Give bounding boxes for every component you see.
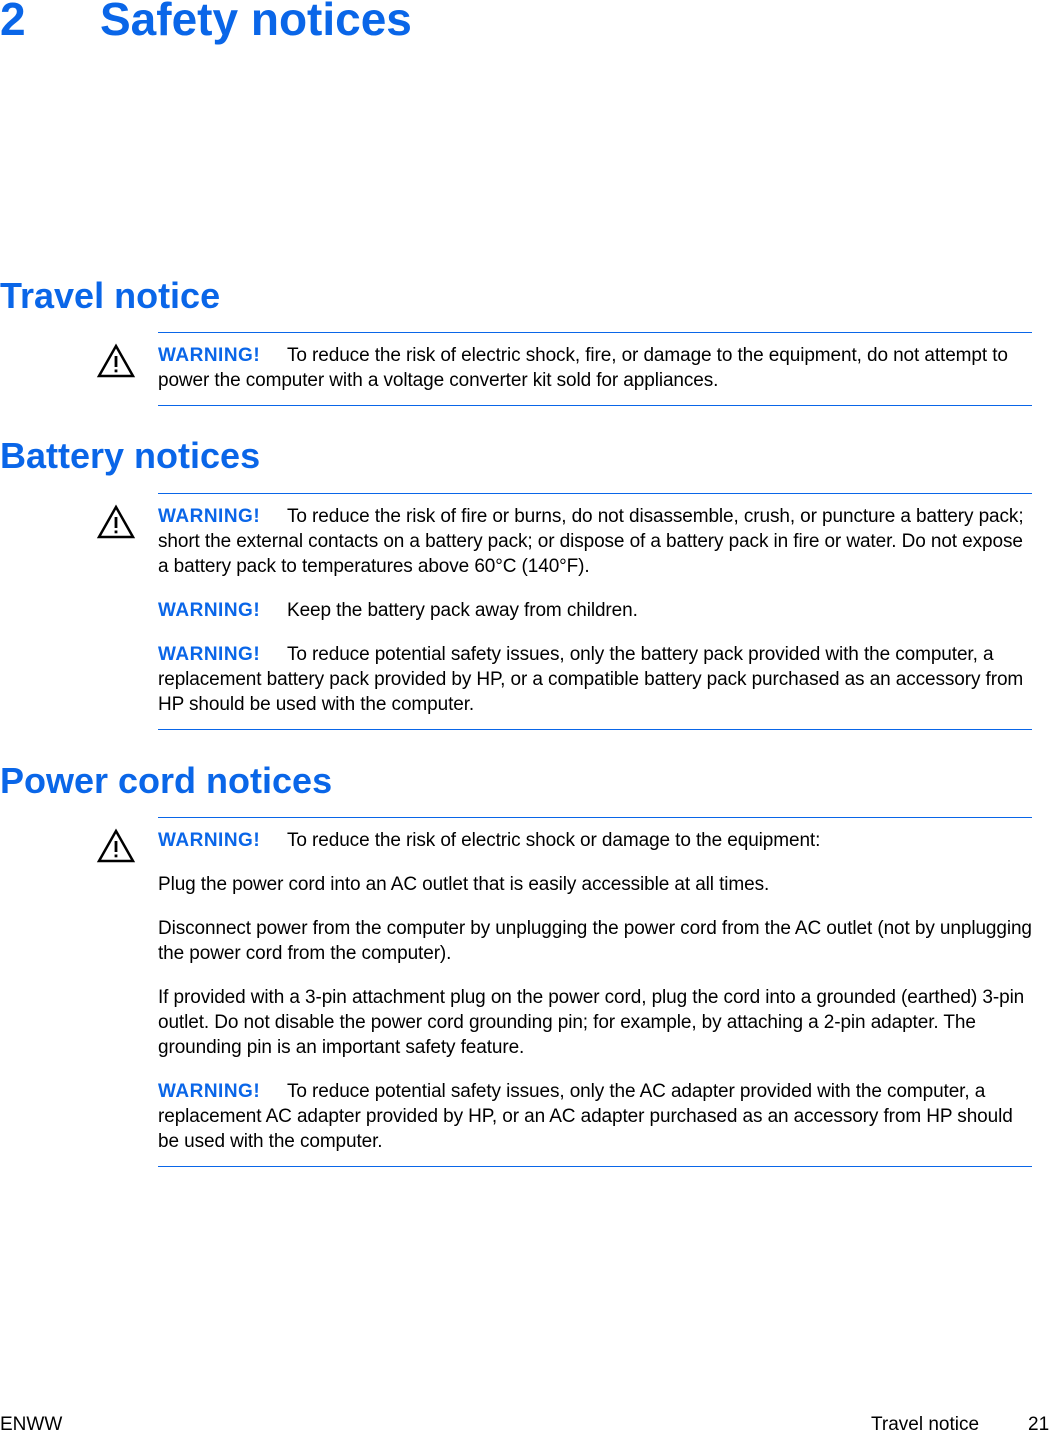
warning-text: To reduce the risk of fire or burns, do not disassemble, crush, or puncture a battery pack; short the external contacts on a battery pack; or dispose of a battery pack in fire or water. Do not expose a battery pack to temperatures above 60°C (140°F). [158,506,1024,577]
section-heading-travel: Travel notice [0,275,221,316]
warning-triangle-icon [96,828,136,864]
warning-label: WARNING! [158,830,261,851]
warning-label: WARNING! [158,345,261,366]
notice-battery [158,493,1032,730]
warning-paragraph [158,828,1032,853]
footer-doc-code: ENWW [0,1414,63,1435]
footer-section-name: Travel notice [871,1414,980,1435]
section-travel [0,276,1049,316]
warning-text: To reduce potential safety issues, only the battery pack provided with the computer, a replacement battery pack provided by HP, or a compatible battery pack purchased as an accessory from HP should be used with the computer. [158,644,1024,715]
body-paragraph: Plug the power cord into an AC outlet that is easily accessible at all times. [158,874,770,895]
section-battery [0,436,1049,476]
warning-label: WARNING! [158,644,261,665]
chapter-title [0,0,412,46]
warning-text: To reduce the risk of electric shock or damage to the equipment: [287,830,821,851]
notice-travel [158,332,1032,406]
warning-text: To reduce potential safety issues, only the AC adapter provided with the computer, a replacement AC adapter provided by HP, or an AC adapter purchased as an accessory from HP should be used with the computer. [158,1081,1013,1152]
body-paragraph: If provided with a 3-pin attachment plug on the power cord, plug the cord into a grounded (earthed) 3-pin outlet. Do not disable the power cord grounding pin; for example, by attaching a 2-pin adapter. The grounding pin is an important safety feature. [158,987,1025,1058]
notice-power-cord [158,817,1032,1167]
section-power-cord [0,761,1049,801]
warning-text: To reduce the risk of electric shock, fire, or damage to the equipment, do not attempt to power the computer with a voltage converter kit sold for appliances. [158,345,1008,391]
warning-paragraph [158,1079,1032,1154]
section-heading-battery: Battery notices [0,435,261,476]
section-heading-power-cord: Power cord notices [0,760,333,801]
warning-paragraph [158,642,1032,717]
body-paragraph: Disconnect power from the computer by unplugging the power cord from the AC outlet (not by unplugging the power cord from the computer). [158,918,1032,964]
warning-paragraph [158,343,1032,393]
warning-label: WARNING! [158,506,261,527]
warning-paragraph [158,504,1032,579]
chapter-number: 2 [0,0,26,45]
warning-label: WARNING! [158,600,261,621]
warning-label: WARNING! [158,1081,261,1102]
warning-triangle-icon [96,343,136,379]
warning-text: Keep the battery pack away from children. [287,600,638,621]
footer-page-number: 21 [1028,1414,1049,1435]
warning-paragraph [158,598,1032,623]
chapter-title-text: Safety notices [100,0,412,45]
warning-triangle-icon [96,504,136,540]
